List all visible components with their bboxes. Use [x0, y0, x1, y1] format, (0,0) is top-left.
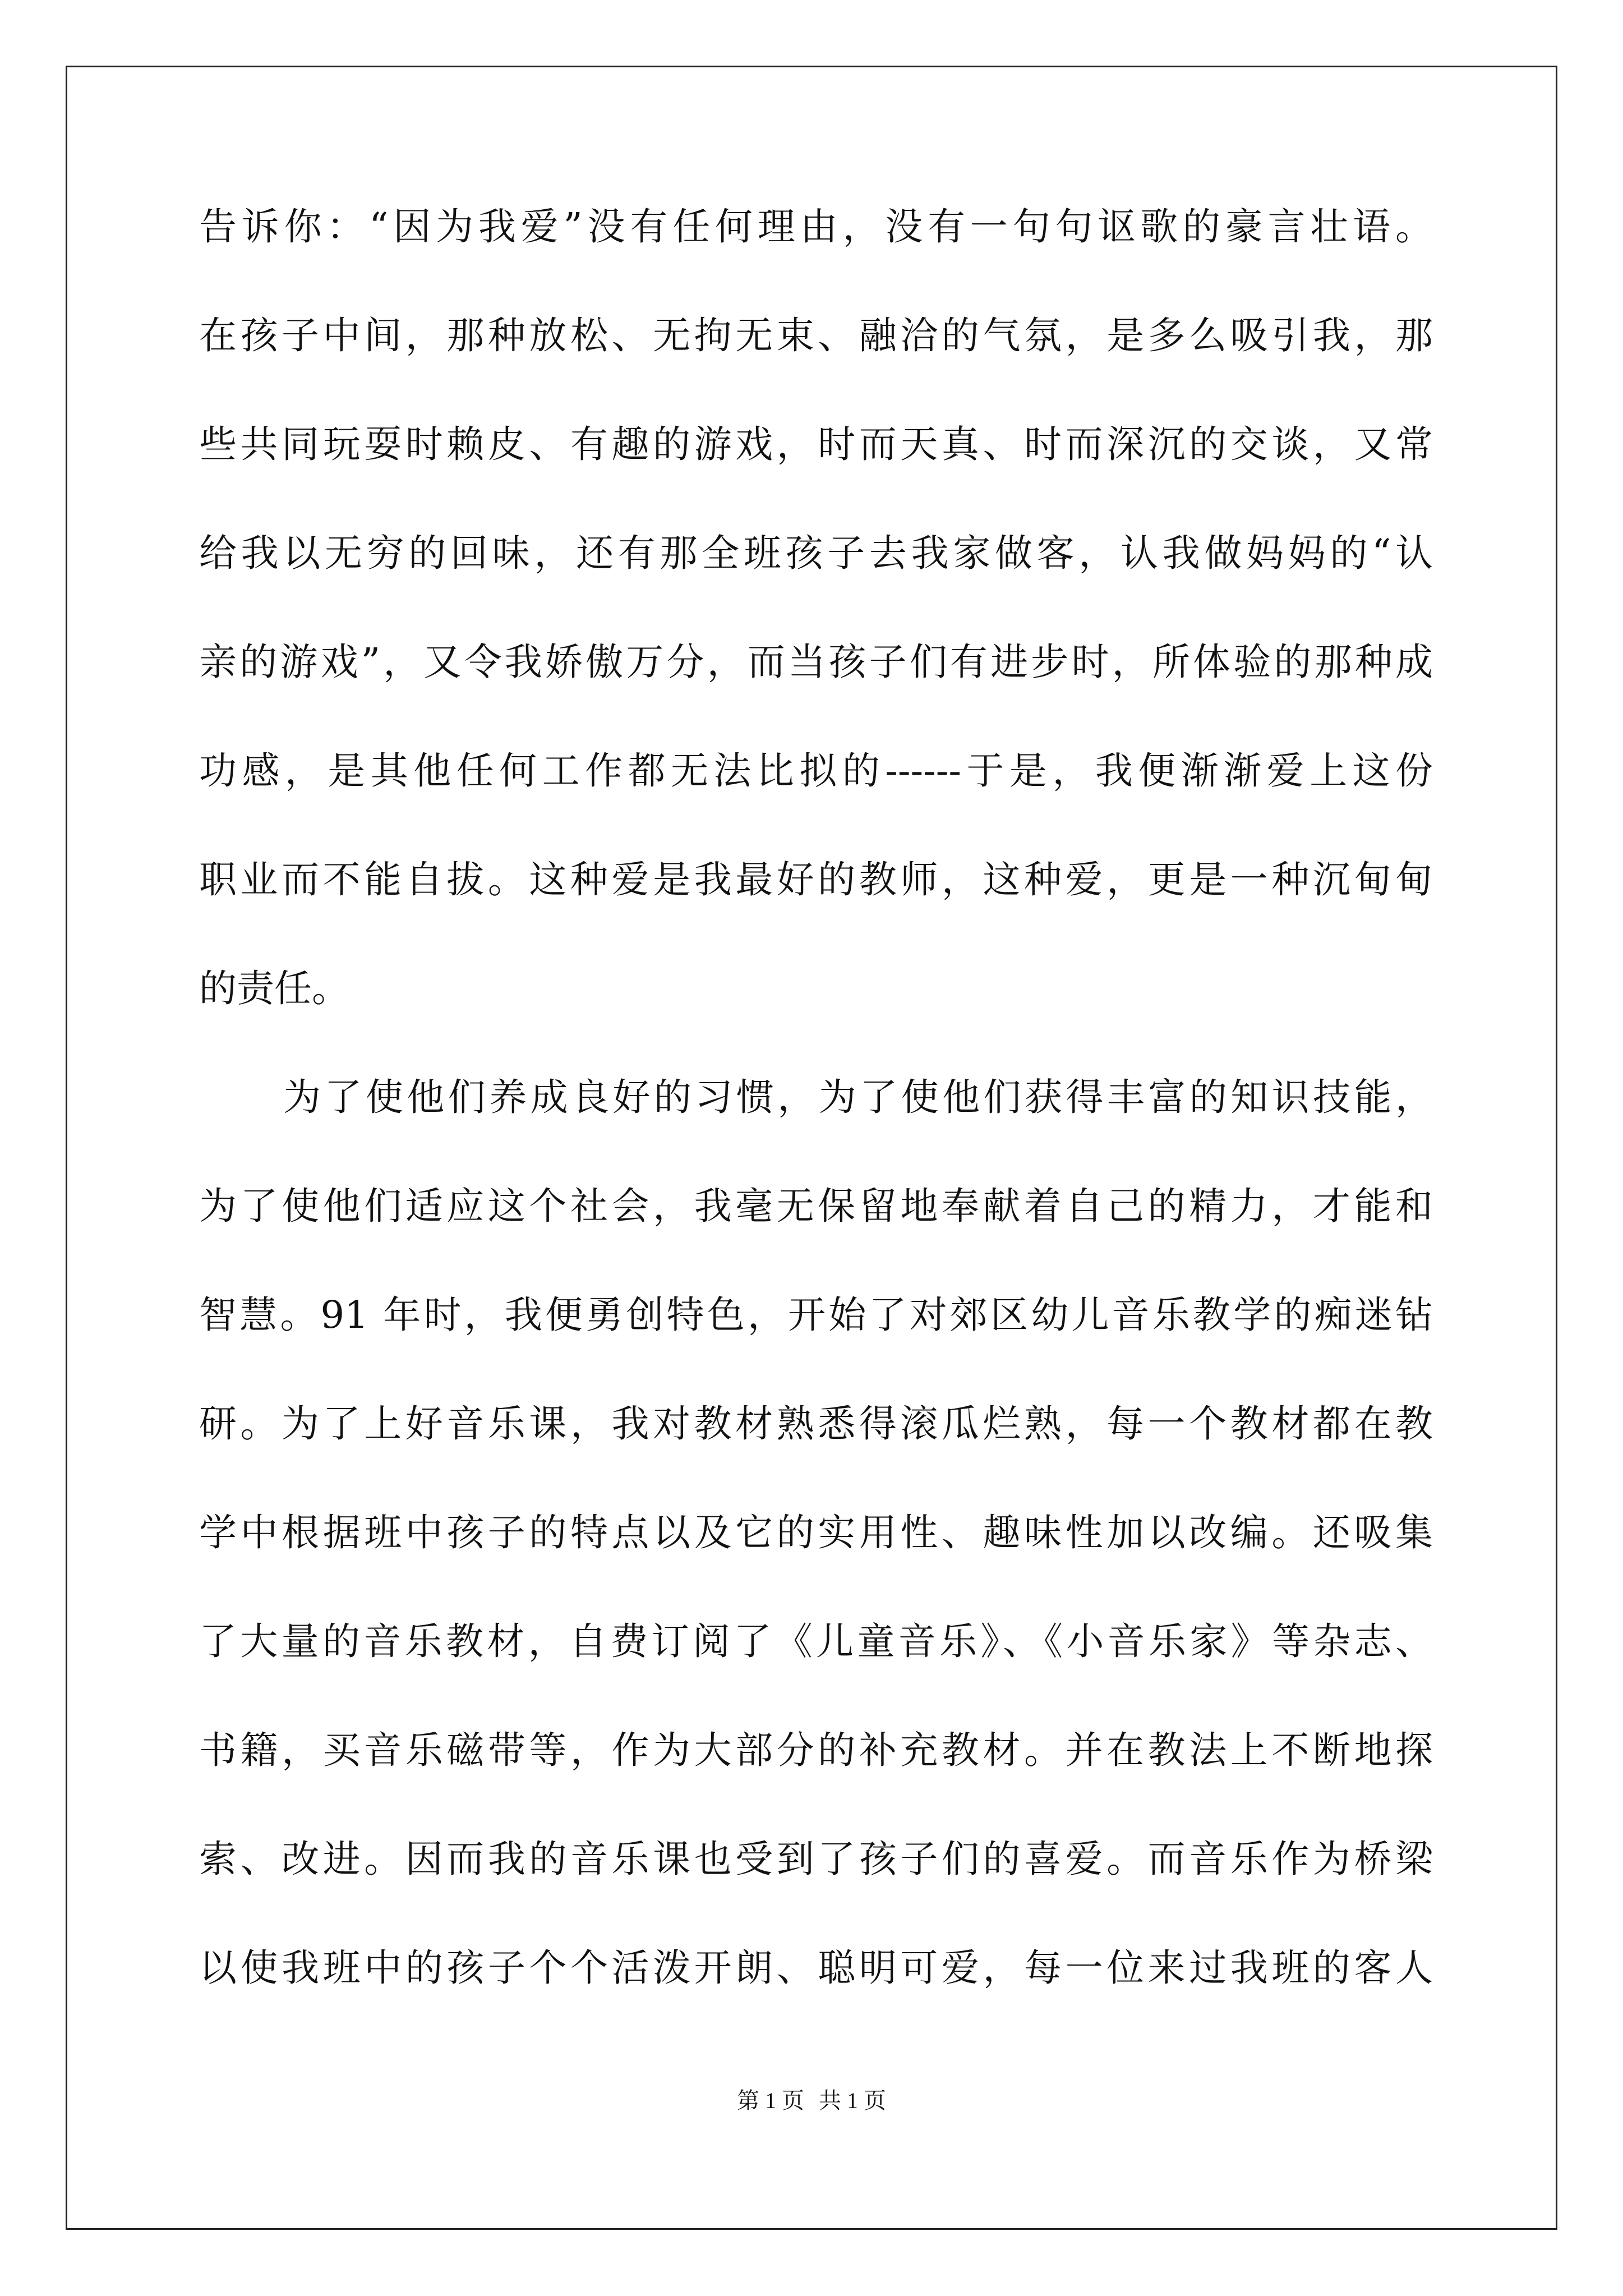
- page-border: [66, 66, 1557, 2230]
- text-line: 的责任。: [199, 967, 349, 1010]
- text-line: 书籍，买音乐磁带等，作为大部分的补充教材。并在教法上不断地探: [199, 1728, 1433, 1772]
- page-total: 共 1 页: [819, 2088, 886, 2113]
- text-line: 亲的游戏”，又令我娇傲万分，而当孩子们有进步时，所体验的那种成: [199, 640, 1433, 684]
- text-line: 研。为了上好音乐课，我对教材熟悉得滚瓜烂熟，每一个教材都在教: [199, 1402, 1433, 1446]
- text-line: 索、改进。因而我的音乐课也受到了孩子们的喜爱。而音乐作为桥梁: [199, 1837, 1433, 1881]
- text-line: 告诉你：“因为我爱”没有任何理由，没有一句句讴歌的豪言壮语。: [199, 205, 1433, 249]
- text-line: 为了使他们适应这个社会，我毫无保留地奉献着自己的精力，才能和: [199, 1184, 1433, 1228]
- text-line: 些共同玩耍时赖皮、有趣的游戏，时而天真、时而深沉的交谈，又常: [199, 422, 1433, 466]
- text-line: 功感，是其他任何工作都无法比拟的------于是，我便渐渐爱上这份: [199, 749, 1433, 793]
- page-number: 第 1 页: [737, 2088, 804, 2113]
- text-line: 学中根据班中孩子的特点以及它的实用性、趣味性加以改编。还吸集: [199, 1511, 1433, 1554]
- text-line: 职业而不能自拔。这种爱是我最好的教师，这种爱，更是一种沉甸甸: [199, 858, 1433, 901]
- text-line: 在孩子中间，那种放松、无拘无束、融洽的气氛，是多么吸引我，那: [199, 314, 1433, 357]
- paragraph-first-line: 为了使他们养成良好的习惯，为了使他们获得丰富的知识技能，: [283, 1075, 1433, 1119]
- text-line: 智慧。91 年时，我便勇创特色，开始了对郊区幼儿音乐教学的痴迷钻: [199, 1293, 1433, 1337]
- text-line: 以使我班中的孩子个个活泼开朗、聪明可爱，每一位来过我班的客人: [199, 1946, 1433, 1990]
- text-line: 了大量的音乐教材，自费订阅了《儿童音乐》、《小音乐家》等杂志、: [199, 1619, 1433, 1663]
- page-footer: [0, 2084, 1623, 2118]
- text-line: 给我以无穷的回味，还有那全班孩子去我家做客，认我做妈妈的“认: [199, 531, 1433, 575]
